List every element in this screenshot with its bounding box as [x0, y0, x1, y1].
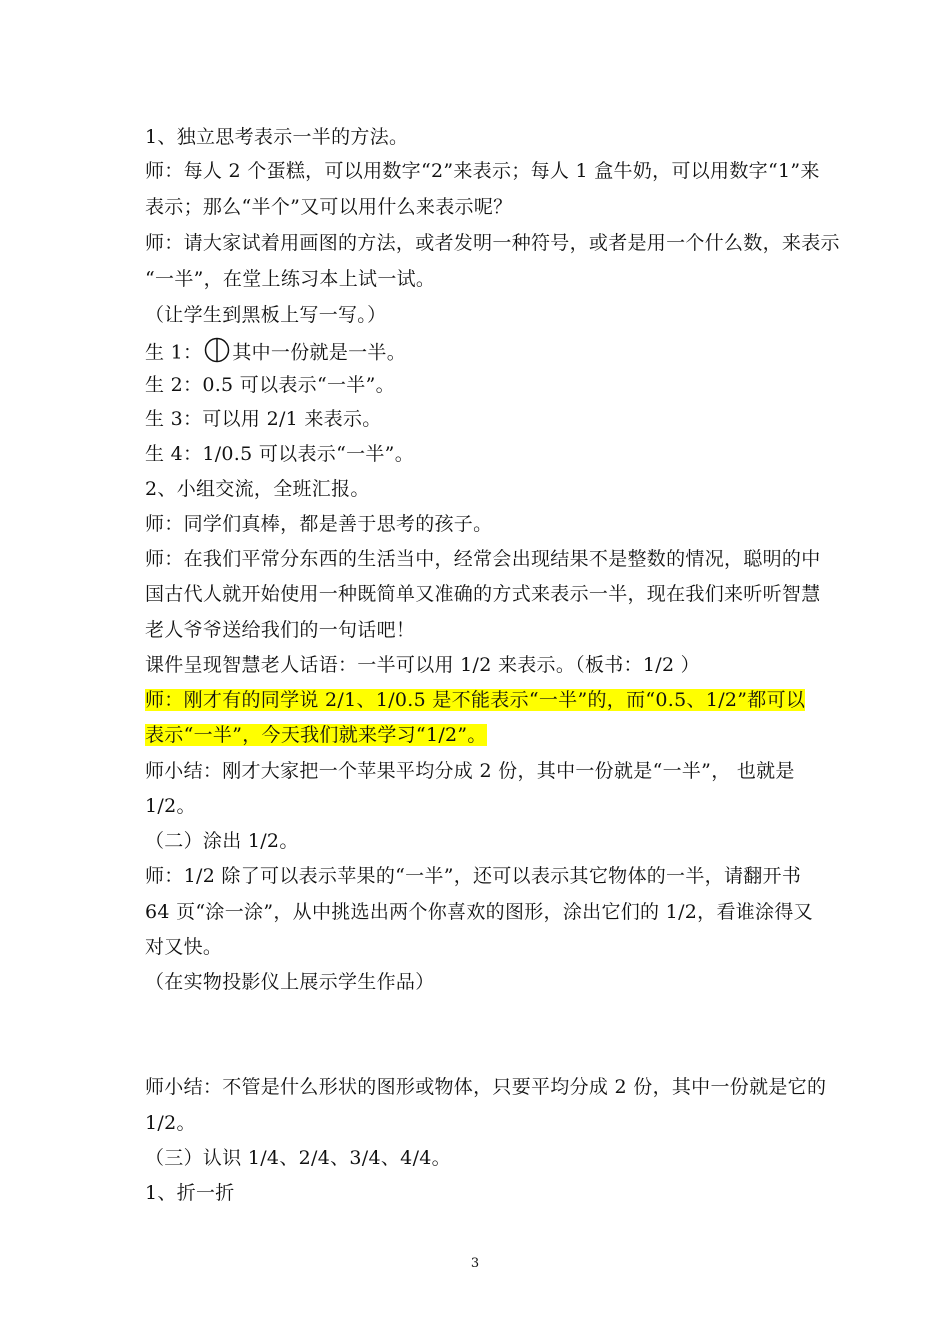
text-line: （三）认识 1/4、2/4、3/4、4/4。	[145, 1147, 451, 1169]
highlighted-text: 师：刚才有的同学说 2/1、1/0.5 是不能表示“一半”的，而“0.5、1/2”都可以	[145, 689, 806, 711]
text-line: 师：同学们真棒，都是善于思考的孩子。	[145, 513, 493, 535]
highlighted-line	[145, 687, 805, 713]
page-number: 3	[470, 1256, 480, 1271]
text-line: （在实物投影仪上展示学生作品）	[145, 971, 435, 993]
text-fragment: 其中一份就是一半。	[232, 341, 407, 364]
highlighted-text: 表示“一半”，今天我们就来学习“1/2”。	[145, 724, 487, 746]
text-line-with-icon	[145, 337, 406, 370]
text-line: 对又快。	[145, 936, 223, 958]
text-line: （让学生到黑板上写一写。）	[145, 304, 387, 326]
text-line: 表示；那么“半个”又可以用什么来表示呢？	[145, 196, 513, 218]
text-line: 1、独立思考表示一半的方法。	[145, 126, 409, 148]
text-line: 师：请大家试着用画图的方法，或者发明一种符号，或者是用一个什么数，来表示	[145, 232, 840, 254]
text-line: 1/2。	[145, 795, 196, 817]
text-line: 师：1/2 除了可以表示苹果的“一半”，还可以表示其它物体的一半，请翻开书	[145, 865, 802, 887]
highlighted-line	[145, 722, 487, 748]
text-line: “一半”，在堂上练习本上试一试。	[145, 268, 436, 290]
divided-circle-icon	[204, 337, 230, 370]
text-line: 师小结：不管是什么形状的图形或物体，只要平均分成 2 份，其中一份就是它的	[145, 1076, 827, 1098]
text-line: 生 2：0.5 可以表示“一半”。	[145, 374, 395, 396]
text-line: 生 3：可以用 2/1 来表示。	[145, 408, 382, 430]
text-line: 师小结：刚才大家把一个苹果平均分成 2 份，其中一份就是“一半”， 也就是	[145, 760, 795, 782]
text-line: 国古代人就开始使用一种既简单又准确的方式来表示一半，现在我们来听听智慧	[145, 583, 821, 605]
text-line: 师：每人 2 个蛋糕，可以用数字“2”来表示；每人 1 盒牛奶，可以用数字“1”来	[145, 160, 820, 182]
text-line: 课件呈现智慧老人话语：一半可以用 1/2 来表示。（板书：1/2 ）	[145, 654, 700, 676]
text-line: 1/2。	[145, 1112, 196, 1134]
text-line: （二）涂出 1/2。	[145, 830, 299, 852]
text-line: 师：在我们平常分东西的生活当中，经常会出现结果不是整数的情况，聪明的中	[145, 548, 821, 570]
speaker-label: 生 1：	[145, 341, 203, 364]
text-line: 1、折一折	[145, 1182, 235, 1204]
text-line: 老人爷爷送给我们的一句话吧！	[145, 619, 416, 641]
text-line: 64 页“涂一涂”，从中挑选出两个你喜欢的图形，涂出它们的 1/2，看谁涂得又	[145, 901, 813, 923]
text-line: 生 4：1/0.5 可以表示“一半”。	[145, 443, 415, 465]
text-line: 2、小组交流，全班汇报。	[145, 478, 370, 500]
